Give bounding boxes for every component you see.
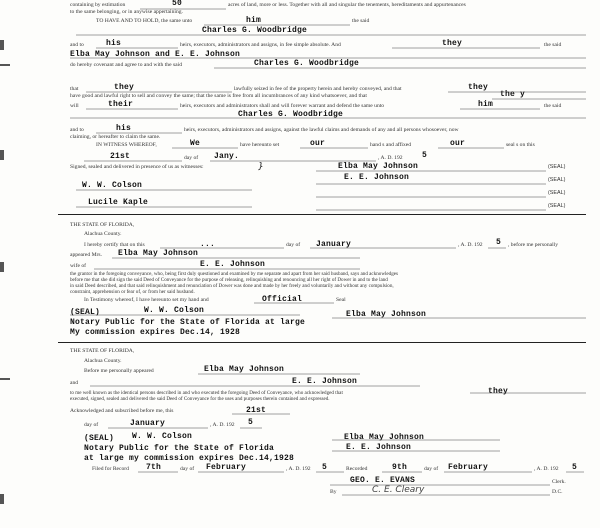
hereunto-text: have hereunto set: [240, 142, 280, 148]
they-4: the y: [500, 90, 526, 99]
seal-3: (SEAL): [548, 190, 566, 196]
ack1-body-1: the grantor in the foregoing conveyance, who, being first duly questioned and examined by me separate and apart from her said husband, says and acknowledges: [70, 271, 399, 277]
recorded-year: 5: [572, 463, 578, 472]
dayof-text: day of: [184, 155, 199, 161]
seal-4: (SEAL): [548, 203, 566, 209]
and-text: and to: [70, 42, 84, 48]
notary-title-2: Notary Public for the State of Florida: [84, 444, 275, 453]
his-1: his: [106, 39, 122, 48]
ack2-person-1: Elba May Johnson: [204, 365, 285, 374]
deputy-signature: C. E. Cleary: [372, 485, 425, 495]
notary-title-1: Notary Public for the State of Florida at large: [70, 318, 306, 327]
dayof-1: day of: [286, 242, 301, 248]
grantee-pronoun: him: [246, 16, 262, 25]
notary-comm-1: My commission expires Dec.14, 1928: [70, 328, 241, 337]
wife-name: Elba May Johnson: [118, 249, 199, 258]
certify-1: I hereby certify that on this: [84, 242, 145, 248]
signer-2: E. E. Johnson: [344, 173, 410, 182]
notary-sig-2: W. W. Colson: [132, 432, 193, 441]
wife-of: wife of: [70, 263, 86, 269]
clerk-name: GEO. E. EVANS: [350, 476, 416, 485]
before-me: , before me personally: [508, 242, 559, 248]
notary-seal-1: (SEAL): [70, 308, 101, 317]
state-heading-2: THE STATE OF FLORIDA,: [70, 348, 135, 354]
filed-text: Filed for Record: [92, 466, 129, 472]
ack1-body-2: before me that she did sign the said Deed of Conveyance for the purpose of releasing, relinquishing and renouncing all her right of Dower in and to the land: [70, 277, 388, 283]
ad-text: , A. D. 192: [378, 155, 403, 161]
recorded-dayof: day of: [424, 466, 439, 472]
deed-line-1: containing by estimation: [70, 2, 126, 8]
warrant-text: heirs, executors and administrators shall and will forever warrant and defend the same unto: [180, 103, 385, 109]
deed-line-1c: to the same belonging, or in anywise appertaining.: [70, 9, 183, 15]
witness-day: 21st: [110, 152, 131, 161]
said-text-2: the said: [544, 42, 562, 48]
that-text: that: [70, 86, 79, 92]
his-2: his: [116, 124, 132, 133]
clerk-label: Clerk.: [552, 479, 566, 485]
seal-2: (SEAL): [548, 177, 566, 183]
ack2-signer-1: Elba May Johnson: [344, 433, 425, 442]
they-2: they: [114, 83, 135, 92]
appeared-1: appeared Mrs.: [70, 252, 102, 258]
before-me-2: Before me personally appeared: [84, 368, 154, 374]
our-1: our: [310, 139, 326, 148]
recorded-day: 9th: [392, 463, 408, 472]
ack2-year: 5: [248, 418, 254, 427]
ack2-body-1: to me well known as the identical persons described in and who executed the foregoing Deed of Conveyance, who acknowledged that: [70, 390, 343, 396]
filed-year: 5: [322, 463, 328, 472]
ack2-signer-2: E. E. Johnson: [346, 443, 412, 452]
county-2: Alachua County.: [84, 358, 122, 364]
seal-1: (SEAL): [548, 164, 566, 170]
our-2: our: [450, 139, 466, 148]
him-2: him: [478, 100, 494, 109]
said-text-3: the said: [544, 103, 562, 109]
grantors: Elba May Johnson and E. E. Johnson: [70, 50, 241, 59]
deed-line-1b: acres of land, more or less. Together with all and singular the tenements, hereditaments and appurtenances: [228, 2, 466, 8]
filed-month: February: [206, 463, 247, 472]
signed-text: Signed, sealed and delivered in presence of us as witnesses:: [70, 164, 204, 170]
ack2-body-2: executed, signed, sealed and delivered the said Deed of Conveyance for the uses and purposes therein contained and expressed.: [70, 396, 330, 402]
ack1-body-3: in said Deed described, and that said relinquishment and renunciation of Dower was done and made by her freely and voluntarily and without any compulsion,: [70, 283, 394, 289]
claims-text: heirs, executors, administrators and assigns, against the lawful claims and demands of any and all persons whosoever, now: [184, 127, 459, 133]
recorded-text: Recorded: [346, 466, 368, 472]
ack2-day: 21st: [246, 406, 267, 415]
recorded-ad: , A. D. 192: [534, 466, 559, 472]
will-text: will: [70, 103, 79, 109]
witness-1: W. W. Colson: [82, 181, 143, 190]
witness-month: Jany.: [214, 152, 240, 161]
recorded-month: February: [448, 463, 489, 472]
ack1-signer: Elba May Johnson: [346, 310, 427, 319]
notary-sig-1: W. W. Colson: [144, 306, 205, 315]
hands-text: hand s and affixed: [370, 142, 412, 148]
seals-text: seal s on this: [506, 142, 535, 148]
official: Official: [262, 295, 303, 304]
and-2: and: [70, 380, 79, 386]
witness-who: We: [190, 139, 201, 148]
notary-comm-2: at large my commission expires Dec.14,1928: [84, 454, 295, 463]
filed-day: 7th: [146, 463, 162, 472]
witness-year: 5: [422, 151, 428, 160]
notary-seal-2: (SEAL): [84, 434, 115, 443]
they-3: they: [468, 83, 489, 92]
covenant-text: do hereby covenant and agree to and with the said: [70, 62, 182, 68]
ad-1: , A. D. 192: [458, 242, 483, 248]
and-to-text: and to: [70, 127, 84, 133]
they-1: they: [442, 39, 463, 48]
witness-text: IN WITNESS WHEREOF,: [96, 142, 157, 148]
ack1-year: 5: [496, 238, 502, 247]
ack1-day: ...: [200, 240, 216, 249]
by-label: By: [330, 489, 337, 495]
seal-word: Seal: [336, 297, 346, 303]
ack2-month: January: [130, 419, 166, 428]
ack1-month: January: [316, 240, 352, 249]
acknowledged-text: Acknowledged and subscribed before me, this: [70, 408, 174, 414]
filed-dayof: day of: [180, 466, 195, 472]
seized-text: lawfully seized in fee of the property herein and hereby conveyed, and that: [234, 86, 402, 92]
signer-1: Elba May Johnson: [338, 162, 419, 171]
county-1: Alachua County.: [84, 231, 122, 237]
ack2-person-2: E. E. Johnson: [292, 377, 358, 386]
said-text: the said: [352, 18, 370, 24]
claims-text-2: claiming, or hereafter to claim the same.: [70, 134, 161, 140]
witness-2: Lucile Kaple: [88, 198, 149, 207]
ad-2: , A. D. 192: [210, 422, 235, 428]
grantee-name-3: Charles G. Woodbridge: [238, 110, 344, 119]
right-text: have good and lawful right to sell and convey the same; that the same is free from all incumbrances of any kind whatsoever, and that: [70, 93, 367, 99]
dc-label: D.C.: [552, 489, 563, 495]
ack2-they: they: [488, 387, 509, 396]
habendum: TO HAVE AND TO HOLD, the same unto: [96, 18, 193, 24]
ack1-body-4: constraint, apprehension or fear of, or from her said husband.: [70, 289, 195, 295]
grantee-name-2: Charles G. Woodbridge: [254, 59, 360, 68]
heirs-text: heirs, executors, administrators and assigns, in fee simple absolute. And: [180, 42, 341, 48]
grantee-name: Charles G. Woodbridge: [202, 26, 308, 35]
their: their: [108, 100, 134, 109]
testimony-1: In Testimony whereof, I have hereunto set my hand and: [84, 297, 209, 303]
state-heading-1: THE STATE OF FLORIDA,: [70, 222, 135, 228]
brace-mark: }: [258, 162, 264, 172]
filed-ad: , A. D. 192: [286, 466, 311, 472]
acreage: 50: [172, 0, 183, 8]
husband-name: E. E. Johnson: [200, 260, 266, 269]
dayof-2: day of: [84, 422, 99, 428]
